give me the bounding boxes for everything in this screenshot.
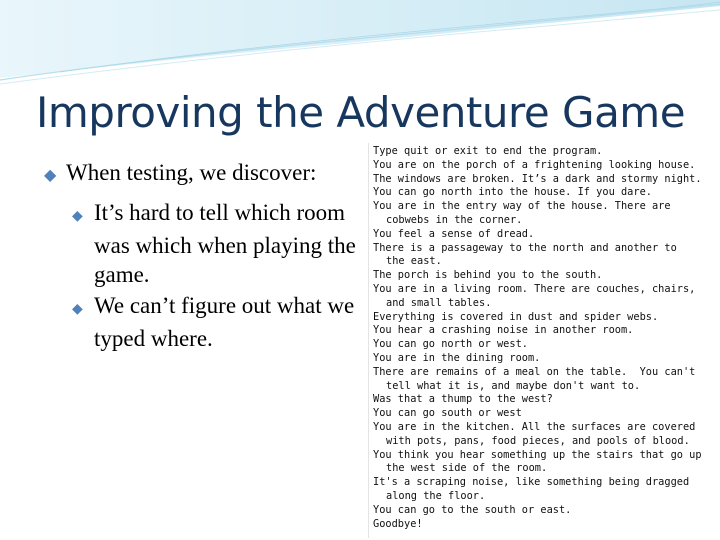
console-line: You feel a sense of dread. [373, 227, 535, 240]
console-line: Type quit or exit to end the program. [373, 145, 603, 157]
console-line: You are in the dining room. [373, 351, 541, 364]
console-line: the west side of the room. [386, 462, 548, 475]
console-line: You can go north into the house. If you dare. [373, 186, 652, 199]
bullet-level1 [44, 158, 364, 190]
bullet-level2 [72, 291, 364, 353]
console-line: You can go south or west [373, 407, 522, 420]
console-line: There is a passageway to the north and another to [373, 241, 677, 254]
console-line: It's a scraping noise, like something being dragged [373, 476, 690, 489]
console-line: The windows are broken. It’s a dark and stormy night. [373, 172, 702, 185]
console-line: You are in a living room. There are couches, chairs, [373, 282, 696, 295]
console-line: Everything is covered in dust and spider webs. [373, 310, 659, 323]
console-line: You are in the kitchen. All the surfaces are covered [373, 420, 696, 433]
console-line: You hear a crashing noise in another room. [373, 324, 634, 337]
decorative-wave-banner [0, 0, 720, 90]
diamond-bullet-icon: ◆ [44, 167, 57, 184]
console-line: tell what it is, and maybe don't want to. [386, 379, 641, 392]
console-line: Was that a thump to the west? [373, 393, 553, 406]
console-line: along the floor. [386, 489, 486, 502]
console-output-screenshot [368, 143, 711, 538]
console-line: You are on the porch of a frightening looking house. [373, 158, 696, 171]
diamond-bullet-icon: ◆ [72, 209, 83, 224]
console-lines [369, 143, 711, 531]
console-line: cobwebs in the corner. [386, 213, 523, 226]
diamond-bullet-icon: ◆ [72, 302, 83, 317]
bullet-text: It’s hard to tell which room was which when playing the game. [94, 200, 356, 287]
bullet-text: We can’t figure out what we typed where. [94, 293, 355, 351]
console-line: You are in the entry way of the house. There are [373, 200, 671, 213]
slide-title: Improving the Adventure Game [36, 88, 686, 137]
console-line: You can go north or west. [373, 338, 528, 351]
bullet-list [44, 158, 364, 353]
console-line: You think you hear something up the stairs that go up [373, 448, 702, 461]
console-line: with pots, pans, food pieces, and pools of blood. [386, 434, 690, 447]
console-line: Goodbye! [373, 517, 423, 530]
console-line: There are remains of a meal on the table. You can't [373, 365, 696, 378]
console-line: You can go to the south or east. [373, 503, 572, 516]
bullet-level2 [72, 198, 364, 289]
console-line: the east. [386, 255, 442, 268]
console-line: The porch is behind you to the south. [373, 269, 603, 282]
bullet-text: When testing, we discover: [66, 160, 317, 185]
console-line: and small tables. [386, 296, 492, 309]
